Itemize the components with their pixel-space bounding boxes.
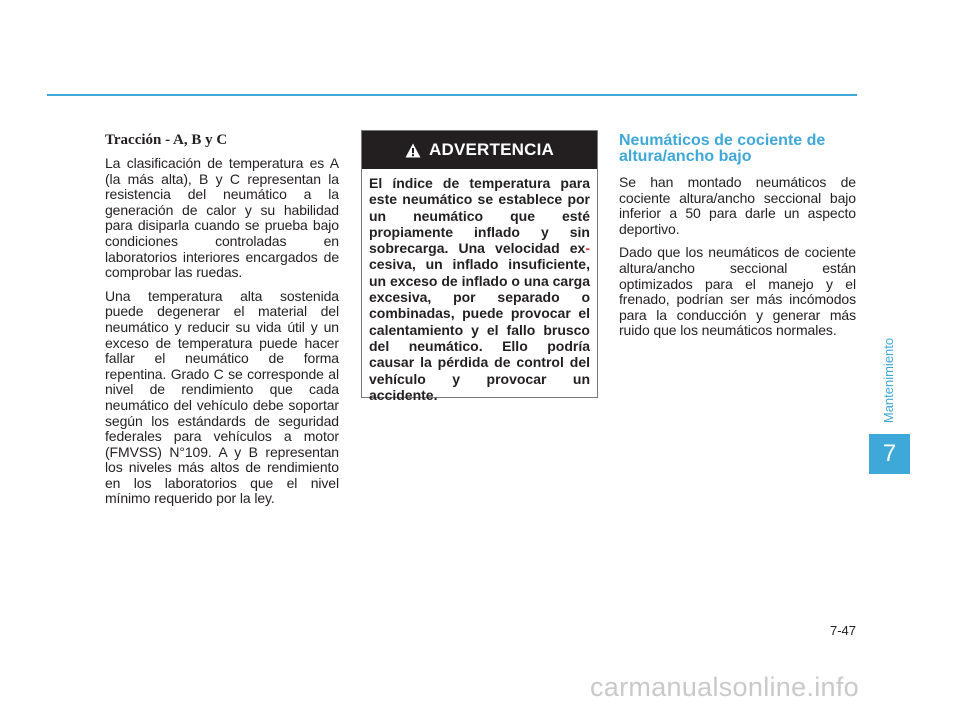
- section-side-label: [879, 330, 899, 430]
- paragraph: Una temperatura alta sostenida puede degenerar el material del neumático y reducir su vida útil y un exceso de temperatura puede hacer fallar el neumático de forma repentina. Grado C se corresponde al nivel de rendimiento que cada neumático del vehículo debe soportar según los estándards de seguridad federales para vehículos a motor (FMVSS) N°109. A y B representan los niveles más altos de rendimiento en los laboratorios que el nivel mínimo requerido por la ley.: [105, 287, 339, 507]
- left-column: [105, 130, 339, 515]
- warning-title: ADVERTENCIA: [429, 140, 554, 159]
- warning-text: [362, 169, 597, 403]
- warning-header: [362, 131, 597, 169]
- chapter-tab: 7: [869, 434, 910, 474]
- watermark: carmanualsonline.info: [590, 672, 859, 702]
- section-label-text: Mantenimiento: [881, 337, 897, 423]
- warning-hyphen: -: [585, 240, 590, 257]
- warning-text-part2: cesiva, un inflado insuficiente, un exceso de inflado o una carga excesiva, por separado o combinadas, puede provocar el calentamiento y el fallo brusco del neumático. Ello podría causar la pérdida de control del vehículo y provocar un accidente.: [369, 256, 590, 403]
- paragraph: La clasificación de temperatura es A (la más alta), B y C representan la resistencia del neumático a la generación de calor y su habilidad para disiparla cuando se prueba bajo condiciones controladas en laboratorios interiores encargados de comprobar las ruedas.: [105, 155, 339, 281]
- right-column: [619, 130, 856, 347]
- warning-column: [361, 130, 598, 403]
- warning-triangle-icon: [405, 143, 421, 158]
- section-heading: Neumáticos de cociente de altura/ancho bajo: [619, 132, 826, 165]
- paragraph: Se han montado neumáticos de cociente altura/ancho seccional bajo inferior a 50 para darle un aspecto deportivo.: [619, 174, 856, 237]
- warning-text-part1: El índice de temperatura para este neumático se establece por un neumático que esté propiamente inflado y sin sobrecarga. Una velocidad ex: [369, 175, 590, 257]
- section-subheading: Tracción - A, B y C: [105, 132, 228, 148]
- top-rule: [47, 94, 857, 96]
- page-number: 7-47: [829, 623, 856, 638]
- warning-box: [361, 130, 598, 403]
- paragraph: Dado que los neumáticos de cociente altura/ancho seccional están optimizados para el manejo y el frenado, podrían ser más incómodos para la conducción y generar más ruido que los neumáticos normales.: [619, 244, 856, 339]
